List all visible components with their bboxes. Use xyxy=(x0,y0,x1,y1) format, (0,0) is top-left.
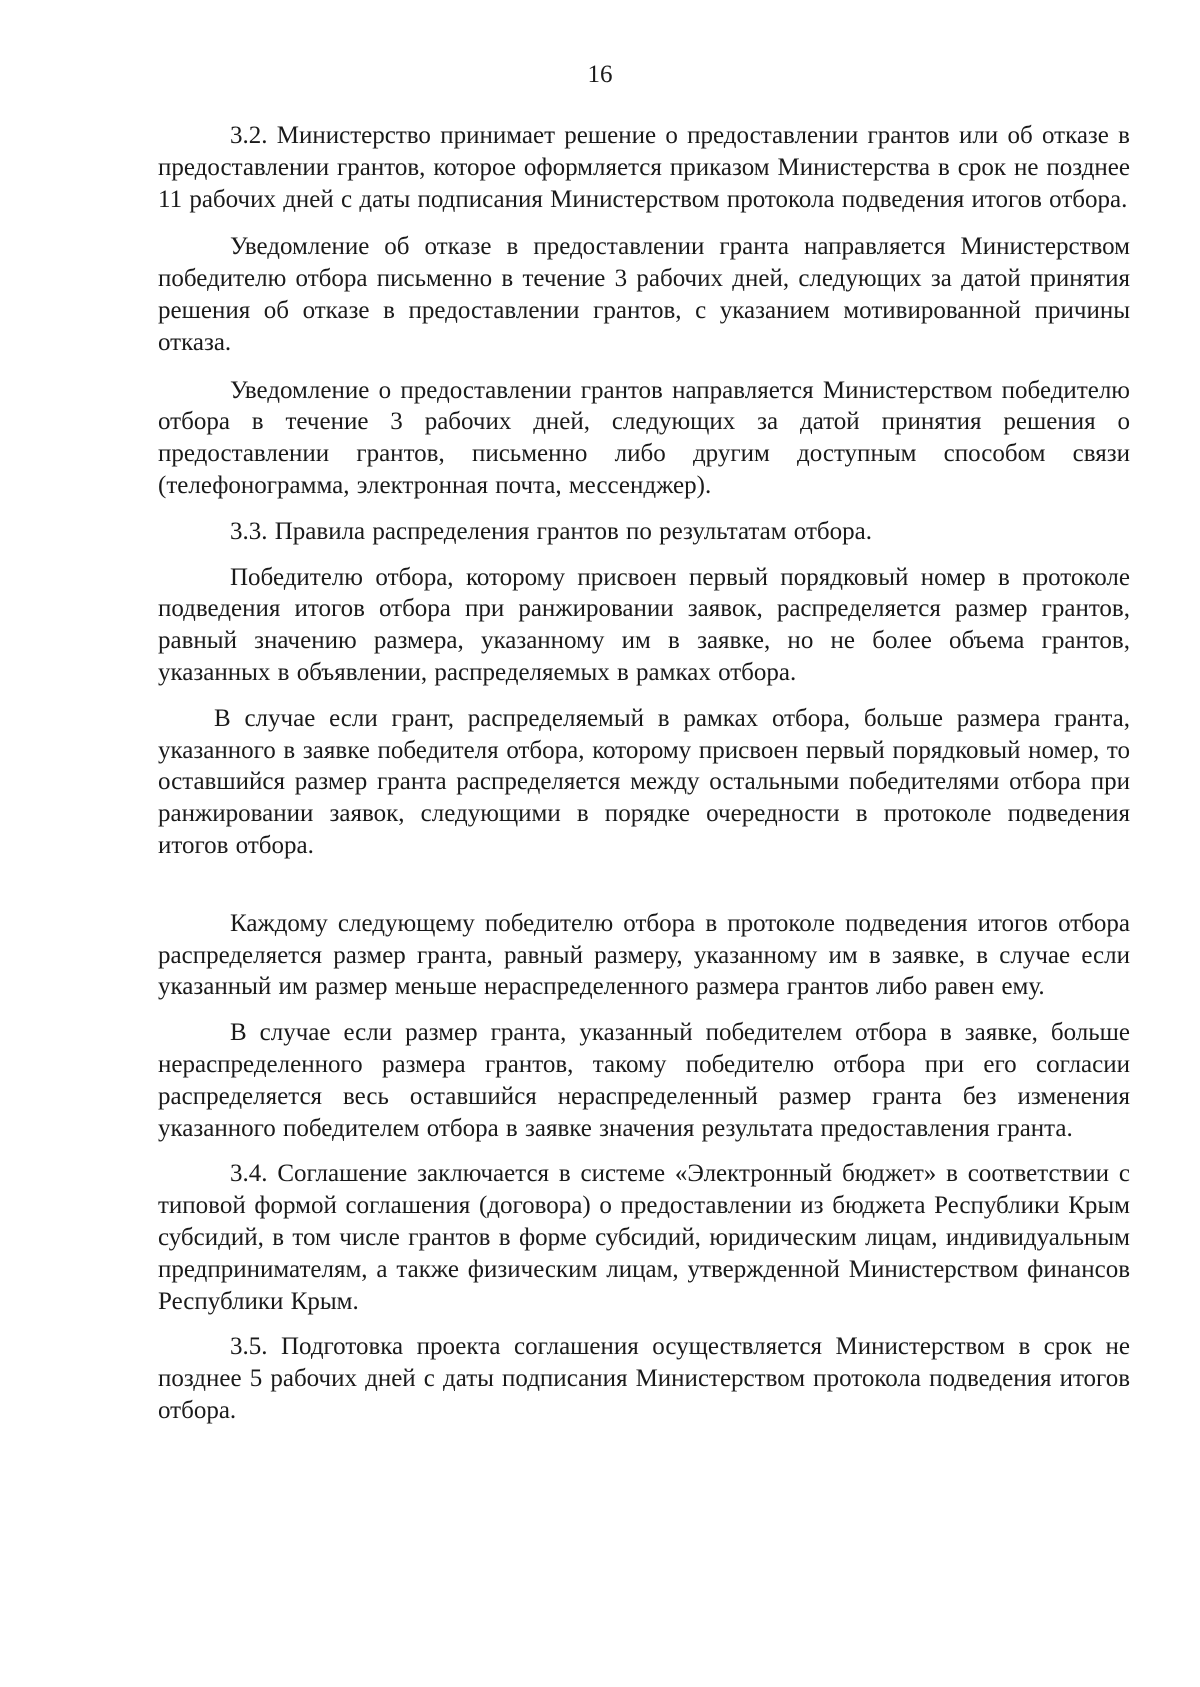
paragraph-first-winner: Победителю отбора, которому присвоен первый порядковый номер в протоколе подведения итогов отбора при ранжировании заявок, распределяется размер грантов, равный значению размера, указанному им в заявке, но не более объема грантов, указанных в объявлении, распределяемых в рамках отбора. xyxy=(158,563,1130,686)
paragraph-remaining-grant: В случае если грант, распределяемый в рамках отбора, больше размера гранта, указанного в заявке победителя отбора, которому присвоен первый порядковый номер, то оставшийся размер гранта распределяется между остальными победителями отбора при ранжировании заявок, следующими в порядке очередности в протоколе подведения итогов отбора. xyxy=(158,704,1130,859)
paragraph-refusal-notice: Уведомление об отказе в предоставлении гранта направляется Министерством победителю отбора письменно в течение 3 рабочих дней, следующих за датой принятия решения об отказе в предоставлении грантов, с указанием мотивированной причины отказа. xyxy=(158,233,1130,356)
paragraph-3-4: 3.4. Соглашение заключается в системе «Электронный бюджет» в соответствии с типовой формой соглашения (договора) о предоставлении из бюджета Республики Крым субсидий, в том числе грантов в форме субсидий, юридическим лицам, индивидуальным предпринимателям, а также физическим лицам, утвержденной Министерством финансов Республики Крым. xyxy=(158,1160,1130,1315)
page-number: 16 xyxy=(587,61,613,88)
paragraph-larger-grant: В случае если размер гранта, указанный победителем отбора в заявке, больше нераспределенного размера грантов, такому победителю отбора при его согласии распределяется весь оставшийся нераспределенный размер гранта без изменения указанного победителем отбора в заявке значения результата предоставления гранта. xyxy=(158,1019,1130,1142)
paragraph-grant-notice: Уведомление о предоставлении грантов направляется Министерством победителю отбора в течение 3 рабочих дней, следующих за датой принятия решения о предоставлении грантов, письменно либо другим доступным способом связи (телефонограмма, электронная почта, мессенджер). xyxy=(158,376,1130,499)
paragraph-3-2: 3.2. Министерство принимает решение о предоставлении грантов или об отказе в предоставлении грантов, которое оформляется приказом Министерства в срок не позднее 11 рабочих дней с даты подписания Министерством протокола подведения итогов отбора. xyxy=(158,122,1130,213)
paragraph-3-5: 3.5. Подготовка проекта соглашения осуществляется Министерством в срок не позднее 5 рабочих дней с даты подписания Министерством протокола подведения итогов отбора. xyxy=(158,1333,1130,1424)
paragraph-each-next-winner: Каждому следующему победителю отбора в протоколе подведения итогов отбора распределяется размер гранта, равный размеру, указанному им в заявке, в случае если указанный им размер меньше нераспределенного размера грантов либо равен ему. xyxy=(158,909,1130,1001)
paragraph-3-3: 3.3. Правила распределения грантов по результатам отбора. xyxy=(230,517,872,545)
document-body xyxy=(158,120,1130,1427)
